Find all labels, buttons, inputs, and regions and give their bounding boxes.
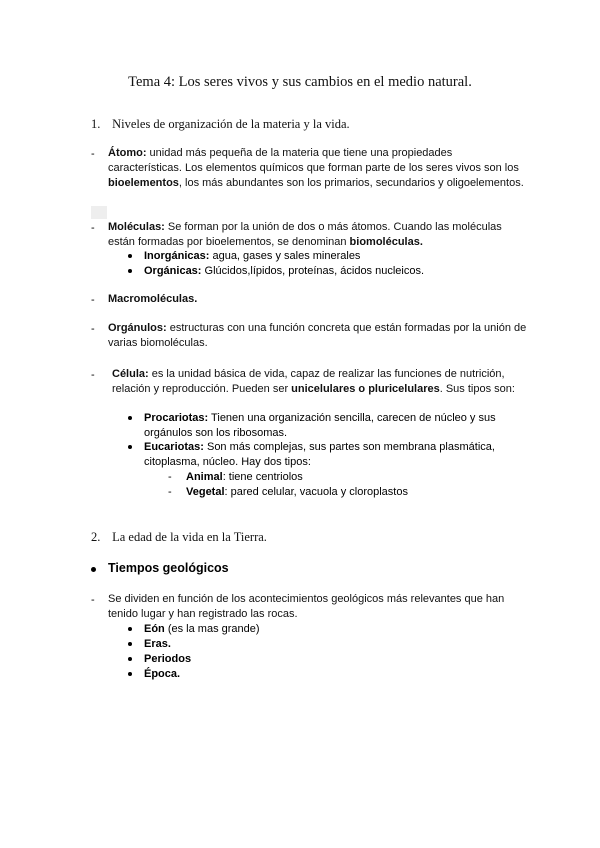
empty-marker	[91, 206, 107, 219]
inorganicas-term: Inorgánicas:	[144, 250, 210, 262]
section-2-number: 2.	[91, 530, 101, 544]
section-2-title: La edad de la vida en la Tierra.	[112, 530, 267, 544]
bullet-icon	[128, 254, 132, 258]
section-1-number: 1.	[91, 117, 101, 131]
macromoleculas-paragraph	[108, 292, 528, 307]
list-dash: -	[168, 486, 172, 498]
eras-term: Eras.	[144, 638, 171, 650]
vegetal-term: Vegetal	[186, 486, 225, 498]
tiempos-paragraph: Se dividen en función de los acontecimientos geológicos más relevantes que han tenido lugar y han registrado las rocas.	[108, 593, 505, 620]
page-title: Tema 4: Los seres vivos y sus cambios en el medio natural.	[128, 74, 472, 90]
eucariotas-term: Eucariotas:	[144, 441, 204, 453]
moleculas-term: Moléculas:	[108, 221, 165, 233]
moleculas-paragraph	[108, 220, 528, 250]
moleculas-text: Se forman por la unión de dos o más átomos. Cuando las moléculas están formadas por bioelementos, se denominan	[108, 221, 502, 248]
animal-term: Animal	[186, 471, 223, 483]
periodos-term: Periodos	[144, 653, 192, 665]
section-1-title: Niveles de organización de la materia y la vida.	[112, 117, 350, 131]
inorganicas-text: agua, gases y sales minerales	[209, 250, 361, 262]
bullet-icon	[91, 567, 96, 572]
organulos-text: estructuras con una función concreta que están formadas por la unión de varias biomoléculas.	[108, 322, 527, 349]
organicas-text: Glúcidos,lípidos, proteínas, ácidos nucleicos.	[201, 265, 425, 277]
list-dash: -	[91, 148, 95, 160]
tiempos-title: Tiempos geológicos	[108, 561, 229, 575]
organulos-term: Orgánulos:	[108, 322, 167, 334]
organulos-paragraph	[108, 321, 528, 351]
biomoleculas-term: biomoléculas.	[349, 236, 423, 248]
list-dash: -	[91, 323, 95, 335]
epoca-term: Época.	[144, 668, 181, 680]
celula-text-1: es la unidad básica de vida, capaz de realizar las funciones de nutrición, relación y reproducción. Pueden ser	[112, 368, 505, 395]
eon-text: (es la mas grande)	[164, 623, 260, 635]
bullet-icon	[128, 627, 132, 631]
list-dash: -	[168, 471, 172, 483]
bioelementos-term: bioelementos	[108, 177, 179, 189]
animal-text: : tiene centriolos	[222, 471, 303, 483]
procariotas-term: Procariotas:	[144, 412, 209, 424]
celula-paragraph	[112, 367, 528, 397]
macromoleculas-term: Macromoléculas.	[108, 293, 198, 305]
atomo-term: Átomo:	[108, 147, 147, 159]
atomo-text-2: , los más abundantes son los primarios, secundarios y oligoelementos.	[178, 177, 524, 189]
eucariotas-text: Son más complejas, sus partes son membrana plasmática, citoplasma, núcleo. Hay dos tipos:	[144, 441, 495, 468]
procariotas-text: Tienen una organización sencilla, carecen de núcleo y sus orgánulos son los ribosomas.	[144, 412, 496, 439]
list-dash: -	[91, 294, 95, 306]
bullet-icon	[128, 445, 132, 449]
organicas-term: Orgánicas:	[144, 265, 202, 277]
vegetal-text: : pared celular, vacuola y cloroplastos	[224, 486, 408, 498]
celula-text-2: . Sus tipos son:	[439, 383, 515, 395]
list-dash: -	[91, 222, 95, 234]
unicelulares-term: unicelulares o pluricelulares	[291, 383, 440, 395]
bullet-icon	[128, 672, 132, 676]
bullet-icon	[128, 416, 132, 420]
section-1-heading	[91, 117, 350, 132]
list-dash: -	[91, 594, 95, 606]
eon-term: Eón	[144, 623, 165, 635]
section-2-heading	[91, 530, 267, 545]
bullet-icon	[128, 657, 132, 661]
atomo-paragraph	[108, 146, 528, 191]
bullet-icon	[128, 269, 132, 273]
list-dash: -	[91, 369, 95, 381]
celula-term: Célula:	[112, 368, 149, 380]
atomo-text-1: unidad más pequeña de la materia que tiene una propiedades características. Los elementos químicos que forman parte de los seres vivos son los	[108, 147, 519, 174]
bullet-icon	[128, 642, 132, 646]
